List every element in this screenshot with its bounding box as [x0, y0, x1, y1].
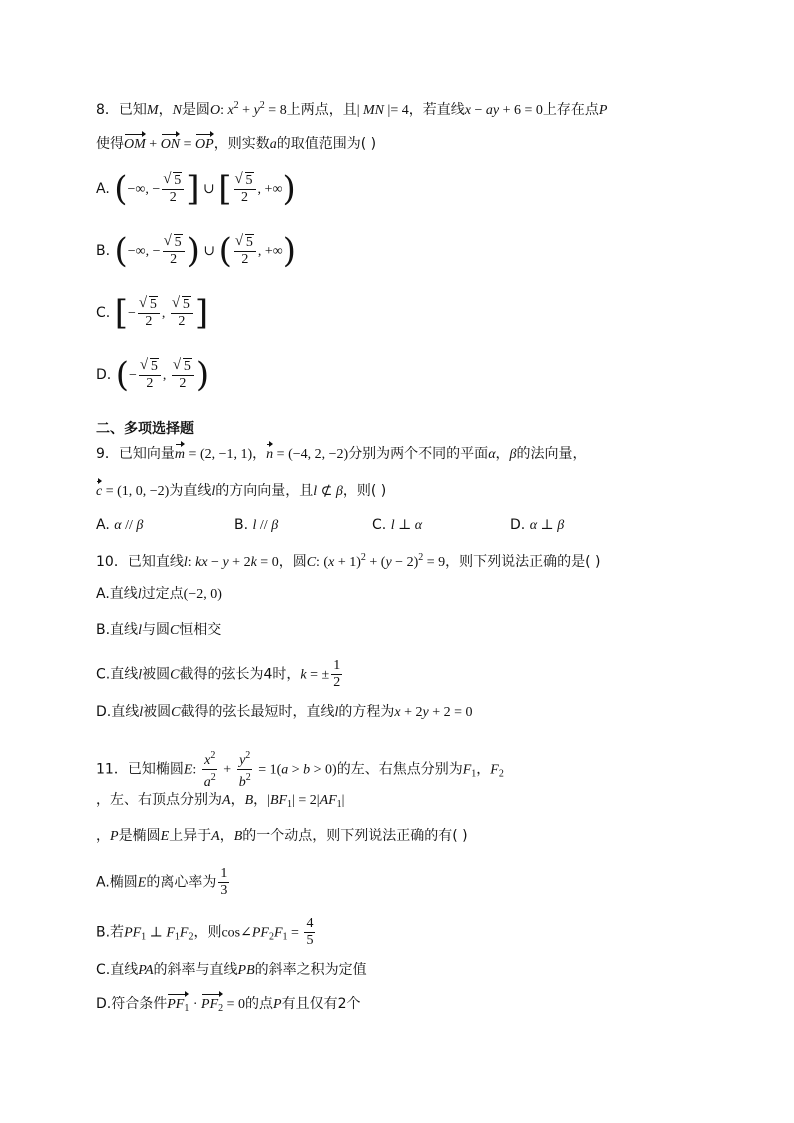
q11-stem-line3: ，P是椭圆E上异于A，B的一个动点，则下列说法正确的有( ): [96, 828, 468, 844]
q9-stem-line2: c = (1, 0, −2)为直线l的方向向量，且l ⊄ β，则( ): [96, 481, 386, 502]
q8-option-d: D. (− √ $\frac{5}{2}$ , √ $\frac{5}{2}$ ): [96, 358, 209, 392]
q9-option-c: C. l ⊥ α: [372, 517, 423, 533]
q10-option-d: D.直线l被圆C截得的弦长最短时，直线l的方程为x + 2y + 2 = 0: [96, 704, 473, 720]
q8-option-a: A. (−∞, − √ $\frac{5}{2}$ ] ∪ [ √ $\frac{5}{2}$ , +∞): [96, 172, 296, 206]
q11-stem-line1: 11．已知椭圆E: $\frac{x^2}{a^2}$ + $\frac{y^2}{b^2}$ = 1(a > b > 0)的左、右焦点分别为$F_1$，$F_2$: [96, 750, 504, 790]
q11-option-b: B.若$PF_1$ ⊥ $F_1F_2$，则$\cos\angle PF_2F_1$ = $\frac{4}{5}$: [96, 916, 314, 948]
section-heading: 二、多项选择题: [96, 421, 194, 437]
q9-option-b: B. l // β: [234, 517, 279, 533]
q11-option-c: C.直线PA的斜率与直线PB的斜率之积为定值: [96, 962, 367, 978]
q9-option-d: D. α ⊥ β: [510, 517, 565, 533]
q10-stem: 10．已知直线l: kx − y + 2k = 0，圆C: $(x + 1)^2 + (y - 2)^2 = 9$，则下列说法正确的是( ): [96, 552, 601, 570]
q8-stem-line1: 8．已知M，N是圆O: $x^2 + y^2 = 8$上两点，且| MN |= 4，若直线x − ay + 6 = 0上存在点P: [96, 100, 608, 118]
q11-option-d: D.符合条件$PF_1 \cdot PF_2 = 0$的点P有且仅有2个: [96, 994, 361, 1019]
q10-option-a: A.直线l过定点(−2, 0): [96, 586, 222, 602]
q10-option-c: C.直线l被圆C截得的弦长为4时，k = ± $\frac{1}{2}$: [96, 658, 341, 690]
q11-stem-line2: ，左、右顶点分别为A，B，$|BF_1| = 2|AF_1|$: [96, 792, 345, 810]
q10-option-b: B.直线l与圆C恒相交: [96, 622, 222, 638]
q9-option-a: A. α // β: [96, 517, 144, 533]
q8-stem-line2: 使得OM + ON = OP，则实数a的取值范围为( ): [96, 134, 376, 155]
q8-option-b: B. (−∞, − √ $\frac{5}{2}$ ) ∪ ( √ $\frac{5}{2}$ , +∞): [96, 234, 296, 268]
q11-option-a: A.椭圆E的离心率为 $\frac{1}{3}$: [96, 866, 228, 898]
q8-option-c: C. [− √ $\frac{5}{2}$ , √ $\frac{5}{2}$ ]: [96, 296, 208, 330]
q9-stem-line1: 9．已知向量m = (2, −1, 1)，n = (−4, 2, −2)分别为两个不同的平面α，β的法向量，: [96, 444, 587, 465]
